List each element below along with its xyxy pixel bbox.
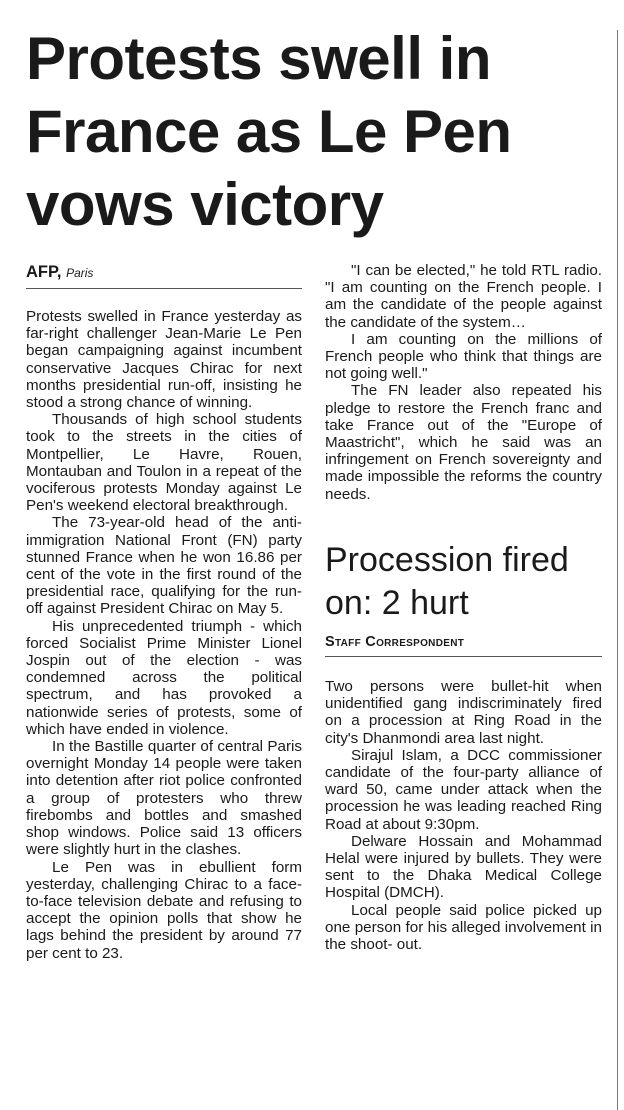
article-paragraph: The FN leader also repeated his pledge to restore the French franc and take France out of the "Europe of Maastricht", which he said was an infringement on French sovereignty and made impossible the reforms the country needs. <box>325 382 602 503</box>
left-column <box>26 262 302 962</box>
article-headline: Protests swell in France as Le Pen vows victory <box>26 25 512 238</box>
second-article-body <box>325 678 602 953</box>
second-article-paragraph: Local people said police picked up one person for his alleged involvement in the shoot- out. <box>325 901 602 954</box>
second-article-paragraph: Delware Hossain and Mohammad Helal were injured by bullets. They were sent to the Dhaka Medical College Hospital (DMCH). <box>325 832 602 902</box>
byline-agency: AFP, <box>26 263 62 281</box>
article-paragraph: Protests swelled in France yesterday as far-right challenger Jean-Marie Le Pen began campaigning against incumbent conservative Jacques Chirac for next months presidential run-off, insisting he stood a strong chance of winning. <box>26 308 302 412</box>
second-article-byline: Staff Correspondent <box>325 633 602 657</box>
article-paragraph: I am counting on the millions of French people who think that things are not going well." <box>325 330 602 383</box>
article-paragraph: His unprecedented triumph - which forced Socialist Prime Minister Lionel Jospin out of the election - was condemned across the political spectrum, and has provoked a nationwide series of protests, some of which have ended in violence. <box>26 617 302 738</box>
right-column <box>325 262 602 953</box>
article-byline <box>26 262 302 289</box>
article-paragraph: The 73-year-old head of the anti-immigration National Front (FN) party stunned France when he won 16.86 per cent of the vote in the first round of the presidential race, qualifying for the run-off against President Chirac on May 5. <box>26 514 302 618</box>
second-article-headline: Procession fired on: 2 hurt <box>325 540 569 622</box>
article-paragraph: "I can be elected," he told RTL radio. "I am counting on the French people. I am the candidate of the people against the candidate of the system… <box>325 262 602 331</box>
article-paragraph: In the Bastille quarter of central Paris overnight Monday 14 people were taken into detention after riot police confronted a group of protesters who threw firebombs and bottles and smashed shop windows. Police said 13 officers were slightly hurt in the clashes. <box>26 738 302 859</box>
second-article-paragraph: Two persons were bullet-hit when unidentified gang indiscriminately fired on a procession at Ring Road in the city's Dhanmondi area last night. <box>325 678 602 747</box>
column-rule <box>617 30 618 1110</box>
byline-city: Paris <box>66 266 94 280</box>
article-paragraph: Le Pen was in ebullient form yesterday, challenging Chirac to a face-to-face television debate and refusing to accept the opinion polls that show he lags behind the president by around 77 per cent to 23. <box>26 858 302 962</box>
article-paragraph: Thousands of high school students took to the streets in the cities of Montpellier, Le Havre, Rouen, Montauban and Toulon in a repeat of the vociferous protests Monday against Le Pen's weekend electoral breakthrough. <box>26 411 302 515</box>
second-article-paragraph: Sirajul Islam, a DCC commissioner candidate of the four-party alliance of ward 50, came under attack when the procession he was leading reached Ring Road at about 9:30pm. <box>325 746 602 833</box>
